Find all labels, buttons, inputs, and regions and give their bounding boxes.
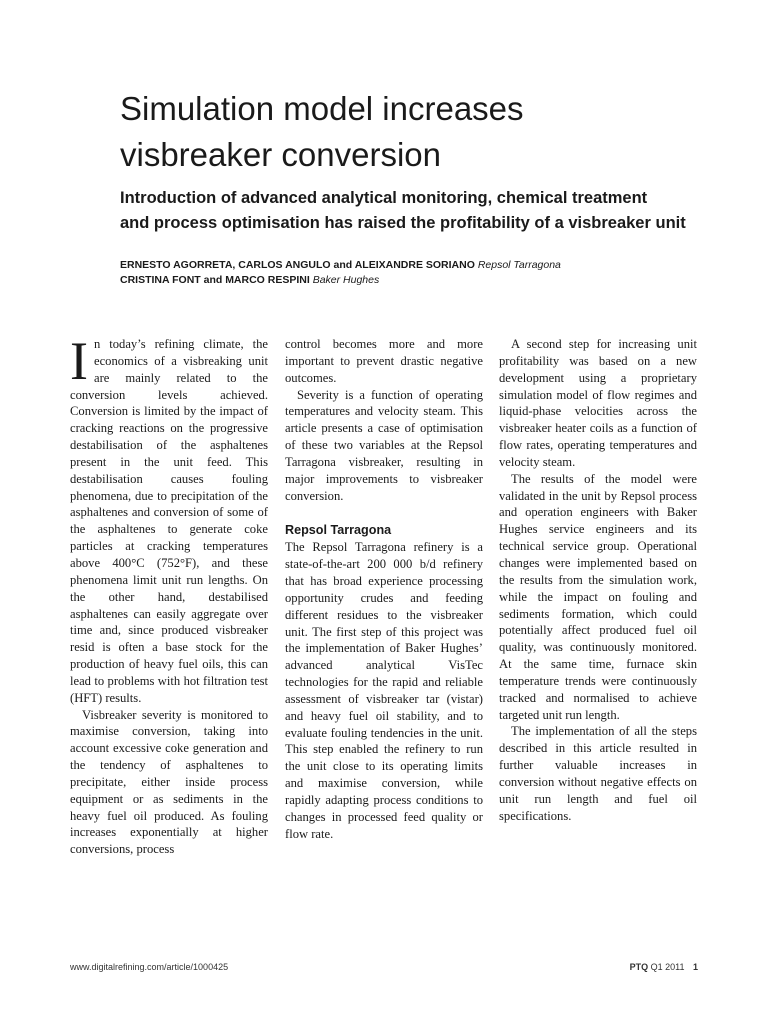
author-line-1 xyxy=(120,258,740,273)
author-names: CRISTINA FONT and MARCO RESPINI xyxy=(120,274,310,286)
subtitle-line-2: and process optimisation has raised the profitability of a visbreaker unit xyxy=(120,214,686,232)
title-line-1: Simulation model increases xyxy=(120,90,524,127)
author-line-2 xyxy=(120,273,740,288)
author-byline xyxy=(120,258,740,288)
body-paragraph: Severity is a function of operating temperatures and velocity steam. This article presents a case of optimisation of these two variables at the Repsol Tarragona visbreaker, resulting in major improvements to visbreaker conversion. xyxy=(285,387,483,503)
body-column-2 xyxy=(285,336,483,842)
body-column-1 xyxy=(70,331,268,858)
title-line-2: visbreaker conversion xyxy=(120,136,441,173)
author-affiliation: Baker Hughes xyxy=(312,274,380,286)
author-affiliation: Repsol Tarragona xyxy=(477,259,561,271)
author-names: ERNESTO AGORRETA, CARLOS ANGULO and ALEIXANDRE SORIANO xyxy=(120,259,475,271)
body-paragraph xyxy=(70,331,268,707)
body-paragraph: The results of the model were validated in the unit by Repsol process and operation engineers with Baker Hughes service engineers and its technical service group. Operational changes were implemented based on the results from the simulation work, while the impact on fouling and sediments formation, which could potentially affect produced fuel oil quality, was continuously monitored. At the same time, furnace skin temperature trends were continuously tracked and normalised to achieve targeted unit run length. xyxy=(499,471,697,722)
body-paragraph: control becomes more and more important to prevent drastic negative outcomes. xyxy=(285,337,483,385)
subtitle-line-1: Introduction of advanced analytical monitoring, chemical treatment xyxy=(120,189,648,207)
publication-name: PTQ xyxy=(629,962,649,972)
paragraph-text: n today’s refining climate, the economics of a visbreaking unit are mainly related to the conversion levels achieved. Conversion is limited by the impact of cracking reactions on the progressive destabilisation of the asphaltenes present in the unit feed. This destabilisation causes fouling phenomena, due to precipitation of the asphaltenes and conversion of some of the asphaltenes to generate coke particles at cracking temperatures above 400°C (752°F), and these phenomena limit unit run lengths. On the other hand, destabilised asphaltenes can easily aggregate over time and, since produced visbreaker resid is often a base stock for the production of heavy fuel oils, this can lead to problems with hot filtration test (HFT) results. xyxy=(70,337,268,705)
body-column-3 xyxy=(499,336,697,824)
body-paragraph: The Repsol Tarragona refinery is a state-of-the-art 200 000 b/d refinery that has broad experience processing opportunity crudes and feeding different residues to the visbreaker unit. The first step of this project was the implementation of Baker Hughes’ advanced analytical VisTec technologies for the rapid and reliable assessment of visbreaker tar (vistar) and heavy fuel oil stability, and to evaluate fouling tendencies in the unit. This step enabled the refinery to run the unit close to its operating limits and maximise conversion, while rapidly adapting process conditions to changes in processed feed quality or flow rate. xyxy=(285,540,483,841)
body-paragraph: The implementation of all the steps described in this article resulted in further valuable increases in conversion without negative effects on unit run length and fuel oil specifications. xyxy=(499,724,697,823)
body-paragraph: Visbreaker severity is monitored to maximise conversion, taking into account excessive coke generation and the tendency of asphaltenes to precipitate, either inside process equipment or as sediments in the heavy fuel oil produced. As fouling increases exponentially at higher conversions, process xyxy=(70,707,268,857)
body-paragraph: A second step for increasing unit profitability was based on a new development using a proprietary simulation model of flow regimes and liquid-phase velocities across the visbreaker heater coils as a function of flow rates, operating temperatures and velocity steam. xyxy=(499,337,697,469)
footer-publication xyxy=(616,962,698,972)
footer-url: www.digitalrefining.com/article/1000425 xyxy=(70,962,229,972)
section-heading: Repsol Tarragona xyxy=(285,523,392,538)
page-number: 1 xyxy=(692,962,698,972)
drop-cap: I xyxy=(70,331,88,391)
issue-label: Q1 2011 xyxy=(650,962,685,972)
article-title xyxy=(120,86,720,178)
article-subtitle xyxy=(120,186,740,236)
